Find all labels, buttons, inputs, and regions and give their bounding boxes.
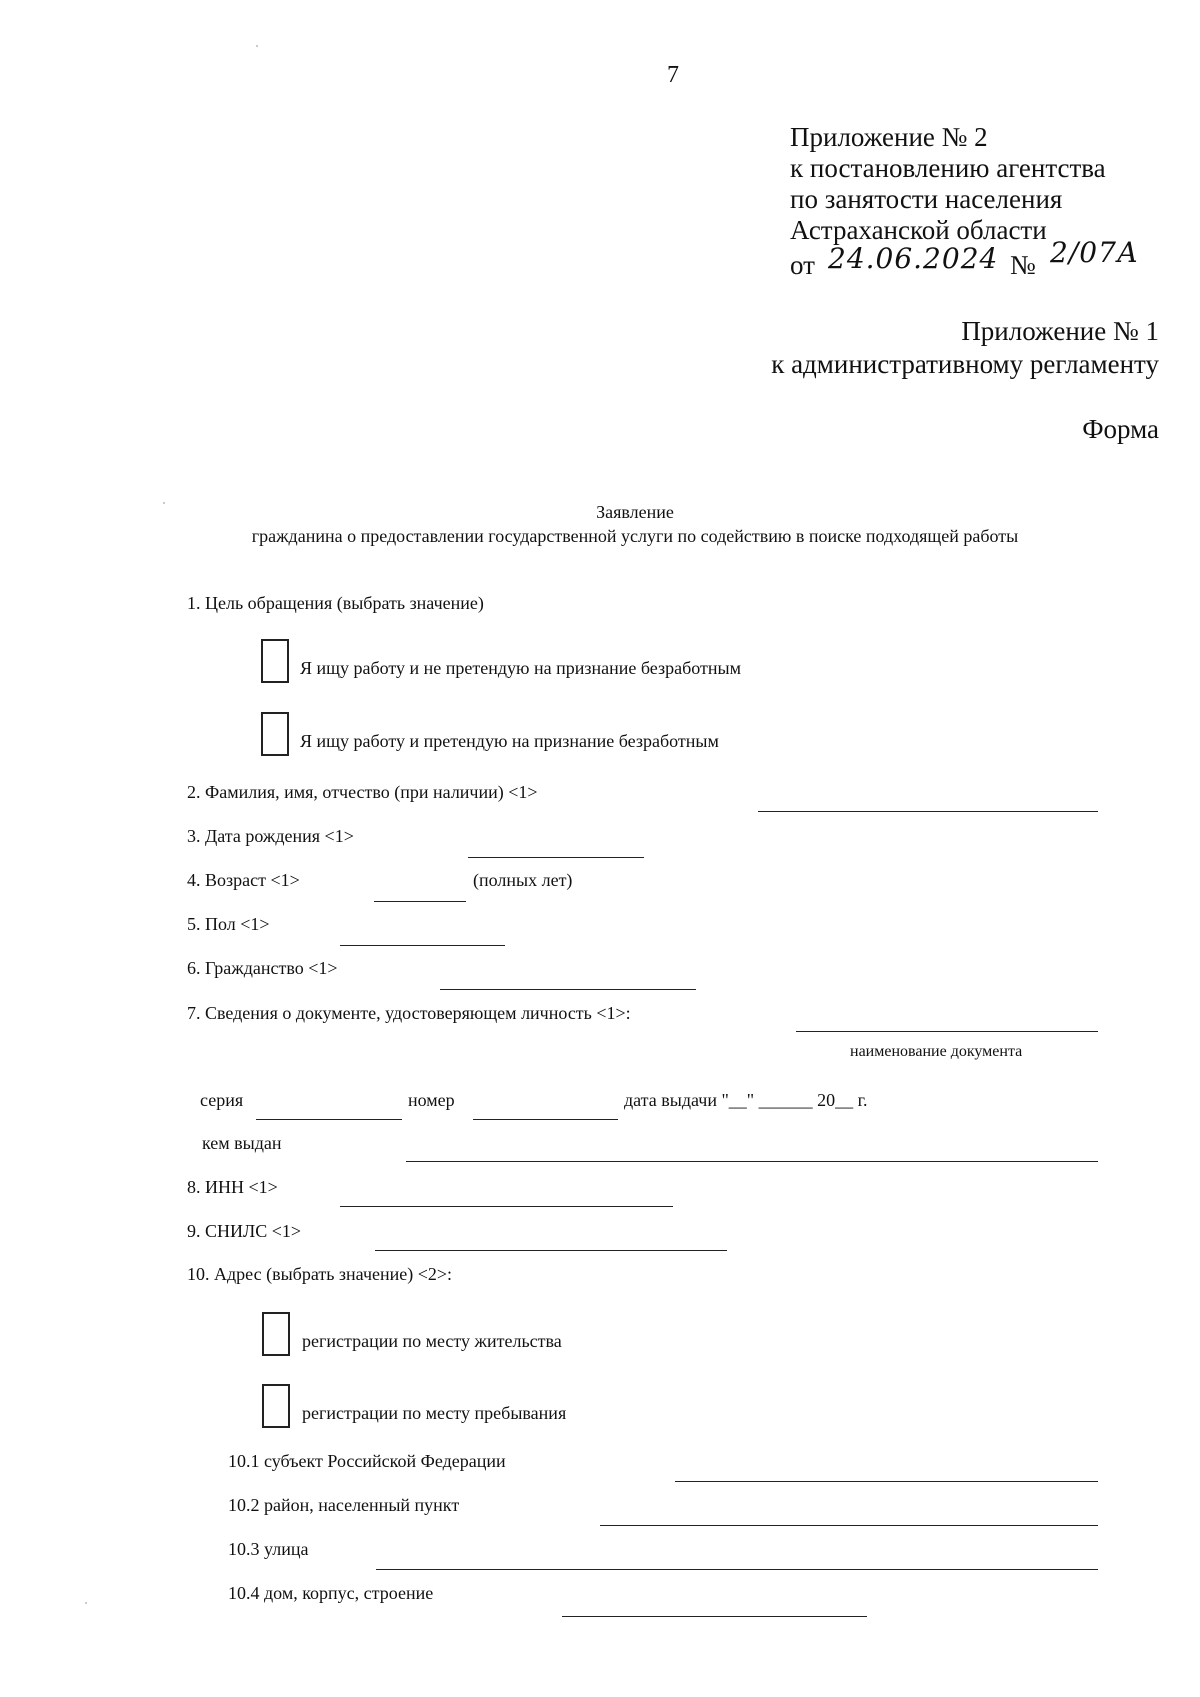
age-suffix: (полных лет)	[473, 870, 573, 890]
item5-label: 5. Пол <1>	[187, 914, 270, 934]
appendix2-date-prefix: от	[790, 250, 815, 280]
age-field[interactable]	[374, 901, 466, 902]
item2-label: 2. Фамилия, имя, отчество (при наличии) <1>	[187, 782, 538, 802]
item8-label: 8. ИНН <1>	[187, 1177, 278, 1197]
sub1-label: 10.1 субъект Российской Федерации	[228, 1451, 506, 1471]
full-name-field[interactable]	[758, 811, 1098, 812]
page-number: 7	[667, 62, 679, 88]
item3-label: 3. Дата рождения <1>	[187, 826, 354, 846]
appendix2-title: Приложение № 2	[790, 122, 988, 152]
appendix2-line2: по занятости населения	[790, 184, 1063, 214]
form-label: Форма	[1082, 414, 1159, 444]
appendix2-line3: Астраханской области	[790, 215, 1047, 245]
document-name-caption: наименование документа	[850, 1043, 1023, 1060]
handwritten-number: 2/07А	[1050, 236, 1140, 269]
inn-field[interactable]	[340, 1206, 673, 1207]
appendix2-number-prefix: №	[1010, 250, 1036, 280]
citizenship-field[interactable]	[440, 989, 696, 990]
option-stay: регистрации по месту пребывания	[302, 1403, 567, 1423]
number-field[interactable]	[473, 1119, 618, 1120]
option-not-claiming: Я ищу работу и не претендую на признание безработным	[300, 658, 742, 678]
issue-date-label: дата выдачи "__" ______ 20__ г.	[624, 1090, 868, 1110]
series-label: серия	[200, 1090, 244, 1110]
issued-by-field[interactable]	[406, 1161, 1098, 1162]
appendix1-title: Приложение № 1	[961, 316, 1159, 346]
item4-label: 4. Возраст <1>	[187, 870, 300, 890]
district-field[interactable]	[600, 1525, 1098, 1526]
item1-label: 1. Цель обращения (выбрать значение)	[187, 593, 484, 613]
scan-speck	[163, 502, 165, 504]
gender-field[interactable]	[340, 945, 505, 946]
house-field[interactable]	[562, 1616, 867, 1617]
sub3-label: 10.3 улица	[228, 1539, 309, 1559]
item10-label: 10. Адрес (выбрать значение) <2>:	[187, 1264, 453, 1284]
checkbox-stay[interactable]	[262, 1384, 290, 1428]
item6-label: 6. Гражданство <1>	[187, 958, 338, 978]
street-field[interactable]	[376, 1569, 1098, 1570]
form-title: Заявление	[596, 502, 674, 522]
document-name-field[interactable]	[796, 1031, 1098, 1032]
scan-speck	[85, 1602, 87, 1604]
item7-label: 7. Сведения о документе, удостоверяющем личность <1>:	[187, 1003, 631, 1023]
number-label: номер	[408, 1090, 455, 1110]
form-subtitle: гражданина о предоставлении государственной услуги по содействию в поиске подходящей работы	[251, 526, 1019, 546]
sub4-label: 10.4 дом, корпус, строение	[228, 1583, 434, 1603]
handwritten-date: 24.06.2024	[828, 242, 999, 275]
checkbox-residence[interactable]	[262, 1312, 290, 1356]
option-residence: регистрации по месту жительства	[302, 1331, 562, 1351]
item9-label: 9. СНИЛС <1>	[187, 1221, 302, 1241]
checkbox-claiming[interactable]	[261, 712, 289, 756]
appendix1-subtitle: к административному регламенту	[771, 349, 1159, 379]
issued-by-label: кем выдан	[202, 1133, 282, 1153]
snils-field[interactable]	[375, 1250, 727, 1251]
option-claiming: Я ищу работу и претендую на признание безработным	[300, 731, 719, 751]
series-field[interactable]	[256, 1119, 402, 1120]
appendix2-line1: к постановлению агентства	[790, 153, 1106, 183]
checkbox-not-claiming[interactable]	[261, 639, 289, 683]
scan-speck	[256, 45, 258, 47]
region-field[interactable]	[675, 1481, 1098, 1482]
sub2-label: 10.2 район, населенный пункт	[228, 1495, 460, 1515]
birth-date-field[interactable]	[468, 857, 644, 858]
